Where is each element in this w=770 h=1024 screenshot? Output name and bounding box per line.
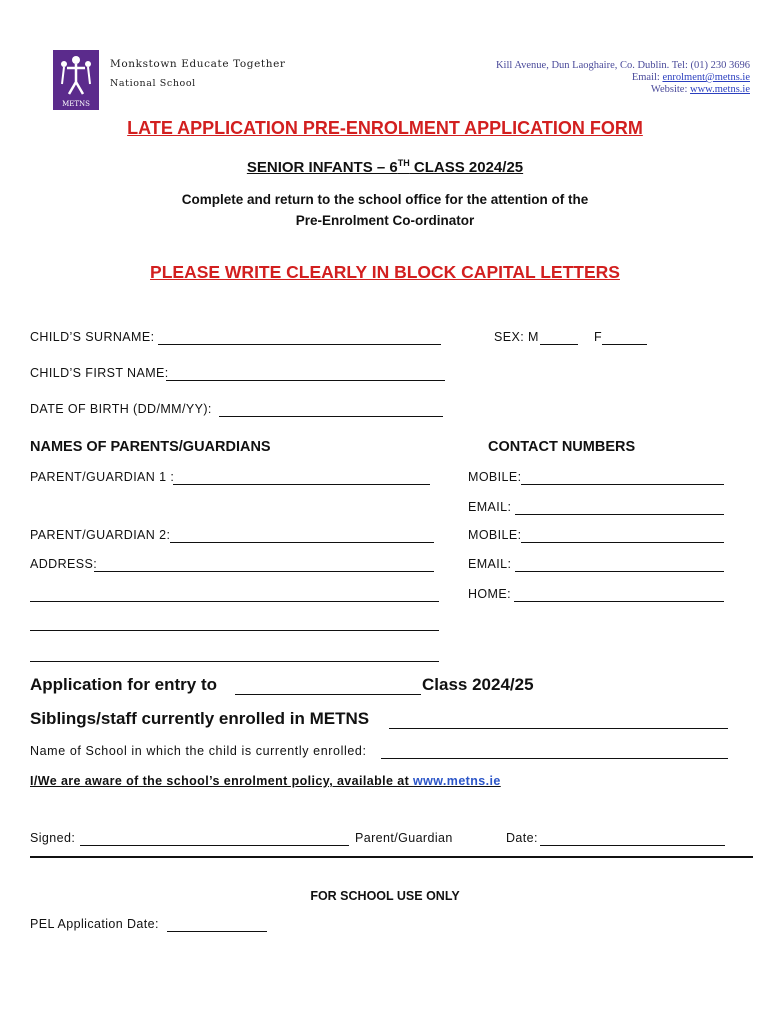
contact-heading: CONTACT NUMBERS <box>488 439 636 455</box>
school-address: Kill Avenue, Dun Laoghaire, Co. Dublin. Tel: (01) 230 3696 <box>495 60 750 71</box>
pel-date-label: PEL Application Date: <box>30 917 159 931</box>
address-field-3[interactable] <box>30 630 439 631</box>
address-field-2[interactable] <box>30 601 439 602</box>
surname-label: CHILD’S SURNAME: <box>30 330 155 344</box>
school-use-heading: FOR SCHOOL USE ONLY <box>310 889 460 903</box>
email2-label: EMAIL: <box>468 557 512 571</box>
entry-class-field[interactable] <box>235 694 421 695</box>
current-school-label: Name of School in which the child is currently enrolled: <box>30 744 367 758</box>
email2-field[interactable] <box>515 571 724 572</box>
school-logo <box>53 50 99 110</box>
svg-text:METNS: METNS <box>62 100 90 108</box>
email-link[interactable]: enrolment@metns.ie <box>662 72 750 83</box>
school-email <box>632 72 750 83</box>
siblings-label: Siblings/staff currently enrolled in METNS <box>30 709 370 728</box>
block-capitals-note: PLEASE WRITE CLEARLY IN BLOCK CAPITAL LETTERS <box>150 262 620 282</box>
form-subtitle: SENIOR INFANTS – 6TH CLASS 2024/25 <box>246 158 524 176</box>
section-divider <box>30 856 753 858</box>
signed-field[interactable] <box>80 845 349 846</box>
address-field-1[interactable] <box>94 571 434 572</box>
parent2-label: PARENT/GUARDIAN 2: <box>30 528 171 542</box>
instructions-line2: Pre-Enrolment Co-ordinator <box>295 213 475 228</box>
surname-field[interactable] <box>158 344 441 345</box>
school-website <box>651 84 750 95</box>
siblings-field[interactable] <box>389 728 728 729</box>
email1-field[interactable] <box>515 514 724 515</box>
home-field[interactable] <box>514 601 724 602</box>
school-name-line1: Monkstown Educate Together <box>110 58 286 70</box>
address-field-4[interactable] <box>30 661 439 662</box>
website-link[interactable]: www.metns.ie <box>690 84 750 95</box>
current-school-field[interactable] <box>381 758 728 759</box>
policy-statement: I/We are aware of the school’s enrolment policy, available at www.metns.ie <box>30 774 501 788</box>
parent-guardian-label: Parent/Guardian <box>355 831 453 845</box>
parent1-field[interactable] <box>173 484 430 485</box>
sex-m-field[interactable] <box>540 344 578 345</box>
mobile2-label: MOBILE: <box>468 528 522 542</box>
date-field[interactable] <box>540 845 725 846</box>
mobile2-field[interactable] <box>521 542 724 543</box>
dob-field[interactable] <box>219 416 443 417</box>
school-name-line2: National School <box>110 78 196 89</box>
email-label: Email: <box>631 72 663 83</box>
sex-f-field[interactable] <box>602 344 647 345</box>
first-name-field[interactable] <box>166 380 445 381</box>
sex-f-label: F <box>594 330 603 344</box>
address-label: ADDRESS: <box>30 557 98 571</box>
application-entry-label: Application for entry to <box>30 675 217 694</box>
dob-label: DATE OF BIRTH (DD/MM/YY): <box>30 402 212 416</box>
parents-heading: NAMES OF PARENTS/GUARDIANS <box>30 439 271 455</box>
website-label: Website: <box>650 84 691 95</box>
mobile1-field[interactable] <box>521 484 724 485</box>
pel-date-field[interactable] <box>167 931 267 932</box>
parent1-label: PARENT/GUARDIAN 1 : <box>30 470 175 484</box>
email1-label: EMAIL: <box>468 500 512 514</box>
home-label: HOME: <box>468 587 511 601</box>
instructions-line1: Complete and return to the school office for the attention of the <box>181 192 589 207</box>
sex-label: SEX: M <box>494 330 539 344</box>
entry-class-suffix: Class 2024/25 <box>422 675 534 694</box>
date-label: Date: <box>506 831 538 845</box>
school-logo-figures-icon <box>53 50 99 110</box>
form-title: LATE APPLICATION PRE-ENROLMENT APPLICATION FORM <box>127 118 643 138</box>
parent2-field[interactable] <box>170 542 434 543</box>
mobile1-label: MOBILE: <box>468 470 522 484</box>
policy-link[interactable]: www.metns.ie <box>413 774 501 788</box>
signed-label: Signed: <box>30 831 76 845</box>
first-name-label: CHILD’S FIRST NAME: <box>30 366 169 380</box>
